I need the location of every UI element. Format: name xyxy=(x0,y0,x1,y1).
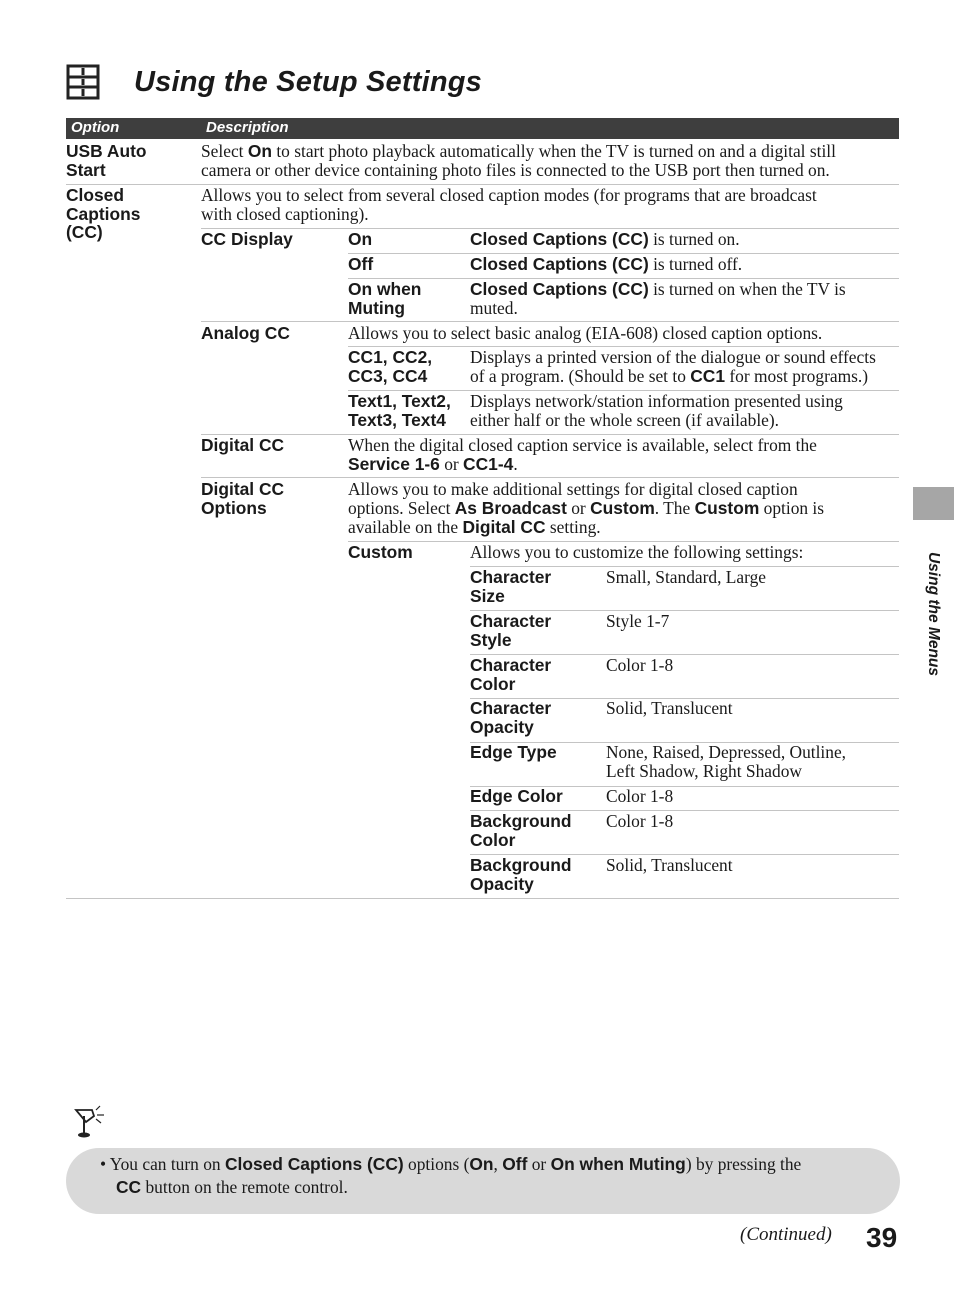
cc-description: Allows you to select from several closed caption modes (for programs that are broadcast with closed captioning). xyxy=(201,185,817,224)
page-title: Using the Setup Settings xyxy=(134,66,482,98)
cc-display-on-when-muting: On when Muting xyxy=(348,279,422,318)
row-divider xyxy=(201,477,899,478)
table-header xyxy=(66,118,899,139)
header-description: Description xyxy=(206,119,289,136)
page-number: 39 xyxy=(866,1222,898,1253)
cc-display-label: CC Display xyxy=(201,229,293,249)
setup-settings-icon xyxy=(66,64,100,100)
side-tab-label: Using the Menus xyxy=(925,551,942,677)
analog-text-desc: Displays network/station information presented using either half or the whole screen (if available). xyxy=(470,391,843,430)
custom-desc: Allows you to customize the following settings: xyxy=(470,542,804,562)
digital-cc-desc: When the digital closed caption service is available, select from the Service 1-6 or CC1-4. xyxy=(348,435,817,474)
usb-description: Select On to start photo playback automatically when the TV is turned on and a digital still camera or other device containing photo files is connected to the USB port then turned on. xyxy=(201,141,836,180)
table-bottom-rule xyxy=(66,898,899,899)
custom-label: Custom xyxy=(348,542,413,562)
digital-cc-options-desc: Allows you to make additional settings for digital closed caption options. Select As Broadcast or Custom. The Custom option is available on the Digital CC setting. xyxy=(348,479,825,537)
cc-display-muting-desc: Closed Captions (CC) is turned on when the TV is muted. xyxy=(470,279,846,318)
digital-cc-label: Digital CC xyxy=(201,435,285,455)
hint-text: • You can turn on Closed Captions (CC) options (On, Off or On when Muting) by pressing the CC button on the remote control. xyxy=(100,1154,802,1197)
analog-cc1-cc4: CC1, CC2, CC3, CC4 xyxy=(348,347,433,386)
analog-cc1-desc: Displays a printed version of the dialogue or sound effects of a program. (Should be set to CC1 for most programs.) xyxy=(470,347,876,386)
option-usb-auto-start: USB Auto Start xyxy=(66,141,147,180)
analog-cc-label: Analog CC xyxy=(201,323,290,343)
option-closed-captions: Closed Captions (CC) xyxy=(66,185,141,242)
side-tab-marker xyxy=(913,487,954,520)
cc-display-off: Off xyxy=(348,254,374,274)
digital-cc-options-label: Digital CC Options xyxy=(201,479,285,518)
continued-label: (Continued) xyxy=(740,1224,832,1245)
analog-text1-text4: Text1, Text2, Text3, Text4 xyxy=(348,391,451,430)
analog-cc-desc: Allows you to select basic analog (EIA-608) closed caption options. xyxy=(348,323,823,343)
row-divider xyxy=(201,321,899,322)
header-option: Option xyxy=(71,119,120,136)
cc-display-on: On xyxy=(348,229,373,249)
cc-display-on-desc: Closed Captions (CC) is turned on. xyxy=(470,229,740,249)
hint-lamp-icon xyxy=(72,1104,110,1140)
cc-display-off-desc: Closed Captions (CC) is turned off. xyxy=(470,254,743,274)
